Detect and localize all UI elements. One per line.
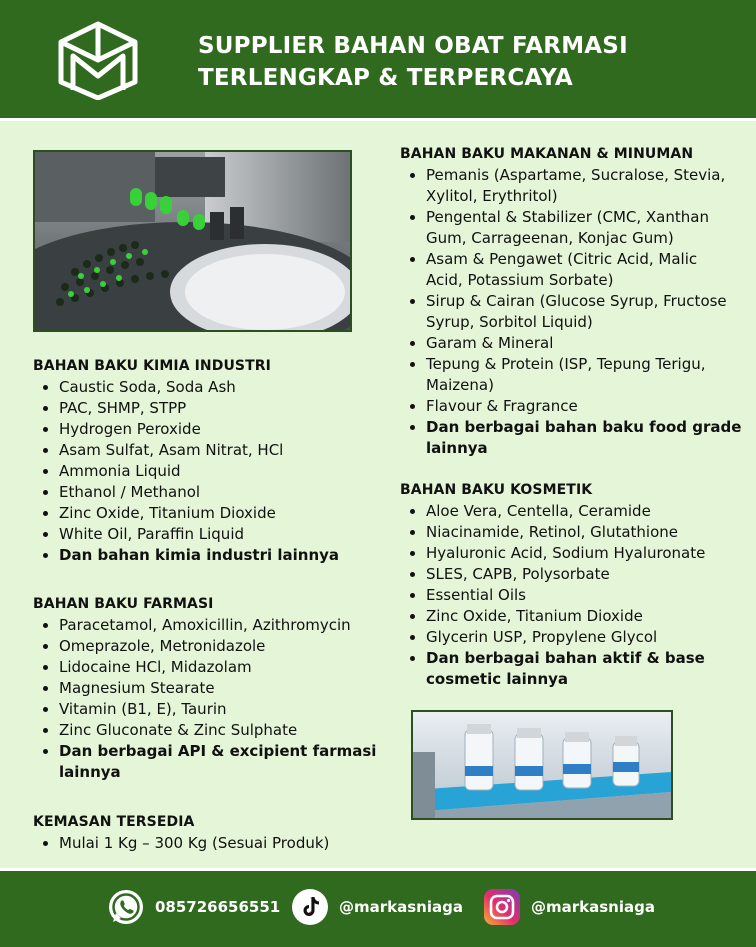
list-item: Paracetamol, Amoxicillin, Azithromycin (33, 615, 376, 636)
list-item: Sirup & Cairan (Glucose Syrup, Fructose (400, 291, 741, 312)
list-item-continuation: Syrup, Sorbitol Liquid) (426, 313, 593, 331)
list-item-continuation: Maizena) (426, 376, 494, 394)
list-item-continuation: lainnya (59, 763, 121, 781)
list-item: Niacinamide, Retinol, Glutathione (400, 522, 705, 543)
list-item: Hydrogen Peroxide (33, 419, 339, 440)
list-item: Zinc Oxide, Titanium Dioxide (33, 503, 339, 524)
list-item: Caustic Soda, Soda Ash (33, 377, 339, 398)
section-title: BAHAN BAKU FARMASI (33, 596, 214, 612)
instagram-contact[interactable] (483, 887, 655, 927)
list-item: SLES, CAPB, Polysorbate (400, 564, 705, 585)
list-item: Hyaluronic Acid, Sodium Hyaluronate (400, 543, 705, 564)
whatsapp-contact[interactable] (107, 887, 280, 927)
list-item: Pengental & Stabilizer (CMC, Xanthan (400, 207, 741, 228)
list-item: Dan berbagai bahan aktif & base (400, 648, 705, 669)
list-item-continuation: Acid, Potassium Sorbate) (426, 271, 614, 289)
item-list (33, 377, 339, 566)
list-item: Flavour & Fragrance (400, 396, 741, 417)
section-kosmetik (400, 480, 705, 690)
list-item: Glycerin USP, Propylene Glycol (400, 627, 705, 648)
footer-contact-bar (0, 868, 756, 947)
section-kimia-industri (33, 356, 339, 566)
page-title (198, 30, 628, 94)
header-banner (0, 0, 756, 121)
list-item: Omeprazole, Metronidazole (33, 636, 376, 657)
list-item: Tepung & Protein (ISP, Tepung Terigu, (400, 354, 741, 375)
item-list (400, 501, 705, 690)
tiktok-contact[interactable] (291, 887, 463, 927)
title-line-2: TERLENGKAP & TERPERCAYA (198, 65, 573, 91)
list-item: Aloe Vera, Centella, Ceramide (400, 501, 705, 522)
list-item-continuation: Xylitol, Erythritol) (426, 187, 558, 205)
list-item: Zinc Gluconate & Zinc Sulphate (33, 720, 376, 741)
section-title: BAHAN BAKU KOSMETIK (400, 482, 593, 498)
list-item: Asam Sulfat, Asam Nitrat, HCl (33, 440, 339, 461)
item-list (33, 615, 376, 783)
list-item: White Oil, Paraffin Liquid (33, 524, 339, 545)
list-item: Dan berbagai bahan baku food grade (400, 417, 741, 438)
list-item: Vitamin (B1, E), Taurin (33, 699, 376, 720)
list-item: Garam & Mineral (400, 333, 741, 354)
list-item: Dan bahan kimia industri lainnya (33, 545, 339, 566)
list-item: Zinc Oxide, Titanium Dioxide (400, 606, 705, 627)
list-item: PAC, SHMP, STPP (33, 398, 339, 419)
list-item-continuation: cosmetic lainnya (426, 670, 569, 688)
whatsapp-icon (107, 888, 145, 926)
instagram-handle: @markasniaga (531, 898, 655, 916)
section-makanan-minuman (400, 144, 741, 459)
list-item: Pemanis (Aspartame, Sucralose, Stevia, (400, 165, 741, 186)
list-item: Essential Oils (400, 585, 705, 606)
list-item: Lidocaine HCl, Midazolam (33, 657, 376, 678)
section-title: BAHAN BAKU KIMIA INDUSTRI (33, 358, 271, 374)
vials-conveyor-photo (411, 710, 673, 820)
title-line-1: SUPPLIER BAHAN OBAT FARMASI (198, 33, 628, 59)
item-list (33, 833, 329, 854)
section-title: BAHAN BAKU MAKANAN & MINUMAN (400, 146, 694, 162)
list-item: Asam & Pengawet (Citric Acid, Malic (400, 249, 741, 270)
list-item: Magnesium Stearate (33, 678, 376, 699)
brand-logo-icon (55, 20, 141, 100)
capsule-machine-photo (33, 150, 352, 332)
section-title: KEMASAN TERSEDIA (33, 814, 195, 830)
whatsapp-number: 085726656551 (155, 898, 281, 916)
list-item-continuation: Gum, Carrageenan, Konjac Gum) (426, 229, 674, 247)
list-item: Ethanol / Methanol (33, 482, 339, 503)
instagram-icon (483, 888, 521, 926)
item-list (400, 165, 741, 459)
list-item-continuation: lainnya (426, 439, 488, 457)
section-farmasi (33, 594, 376, 783)
list-item: Ammonia Liquid (33, 461, 339, 482)
list-item: Dan berbagai API & excipient farmasi (33, 741, 376, 762)
list-item: Mulai 1 Kg – 300 Kg (Sesuai Produk) (33, 833, 329, 854)
section-kemasan (33, 812, 329, 854)
tiktok-icon (291, 888, 329, 926)
tiktok-handle: @markasniaga (339, 898, 463, 916)
